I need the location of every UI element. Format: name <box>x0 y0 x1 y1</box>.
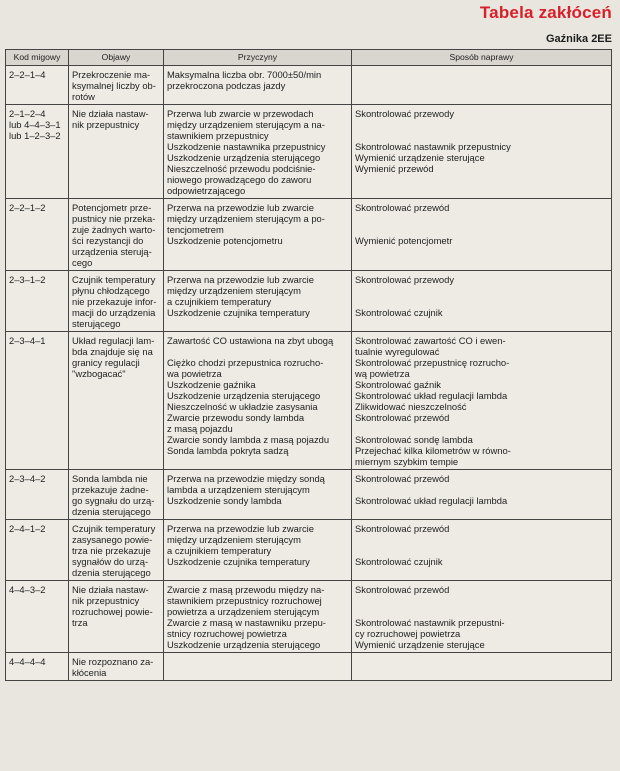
cause-cell-line: między urządzeniem sterującym <box>167 285 301 296</box>
remedy-cell <box>352 581 612 653</box>
symptom-cell-line: Nie działa nastaw- <box>72 108 149 119</box>
cause-cell-line: Uszkodzenie urządzenia sterującego <box>167 390 321 401</box>
fault-code-cell-line: 4–4–3–2 <box>9 584 46 595</box>
symptom-cell-line: Czujnik temperatury <box>72 523 156 534</box>
table-row <box>6 470 612 520</box>
remedy-cell-line <box>355 484 608 495</box>
cause-cell-line: Uszkodzenie gaźnika <box>167 379 256 390</box>
fault-code-cell <box>6 470 69 520</box>
symptom-cell-line: trza <box>72 617 88 628</box>
table-row <box>6 105 612 199</box>
cause-cell <box>164 271 352 332</box>
remedy-cell-line <box>355 545 608 556</box>
cause-cell-line: między urządzeniem sterującym a na- <box>167 119 325 130</box>
symptom-cell <box>69 199 164 271</box>
cause-cell-line: Uszkodzenie nastawnika przepustnicy <box>167 141 326 152</box>
remedy-cell-line: Skontrolować czujnik <box>355 556 443 567</box>
cause-cell-line: Przerwa na przewodzie lub zwarcie <box>167 523 314 534</box>
remedy-cell-line: Skontrolować układ regulacji lambda <box>355 495 508 506</box>
cause-cell-line: a czujnikiem temperatury <box>167 296 272 307</box>
cause-cell-line: Przerwa na przewodzie między sondą <box>167 473 325 484</box>
fault-code-cell <box>6 520 69 581</box>
fault-code-cell-line: lub 4–4–3–1 <box>9 119 61 130</box>
remedy-cell-line: Przejechać kilka kilometrów w równo- <box>355 445 511 456</box>
symptom-cell <box>69 332 164 470</box>
remedy-cell <box>352 105 612 199</box>
symptom-cell-line: przekazuje żadne- <box>72 484 149 495</box>
fault-code-cell <box>6 66 69 105</box>
fault-code-cell <box>6 199 69 271</box>
cause-cell-line: Przerwa lub zwarcie w przewodach <box>167 108 314 119</box>
symptom-cell-line: nik przepustnicy <box>72 595 140 606</box>
remedy-cell-line: Wymienić przewód <box>355 163 434 174</box>
remedy-cell-line: Wymienić urządzenie sterujące <box>355 639 485 650</box>
remedy-cell-line <box>355 119 608 130</box>
symptom-cell-line: bda znajduje się na <box>72 346 153 357</box>
remedy-cell <box>352 199 612 271</box>
remedy-cell-line <box>355 130 608 141</box>
table-row <box>6 653 612 681</box>
cause-cell <box>164 581 352 653</box>
cause-cell-line: z masą pojazdu <box>167 423 233 434</box>
remedy-cell-line <box>355 595 608 606</box>
column-header-code: Kod migowy <box>6 50 69 66</box>
fault-code-cell-line: 2–2–1–2 <box>9 202 46 213</box>
symptom-cell-line: nik przepustnicy <box>72 119 140 130</box>
table-row <box>6 66 612 105</box>
table-row <box>6 332 612 470</box>
cause-cell-line: przekroczona podczas jazdy <box>167 80 286 91</box>
cause-cell-line: Zwarcie przewodu sondy lambda <box>167 412 305 423</box>
column-header-causes: Przyczyny <box>164 50 352 66</box>
symptom-cell-line: zuje żadnych warto- <box>72 224 156 235</box>
cause-cell-line: Zwarcie sondy lambda z masą pojazdu <box>167 434 330 445</box>
symptom-cell <box>69 581 164 653</box>
symptom-cell-line: Potencjometr prze- <box>72 202 152 213</box>
cause-cell-line: Uszkodzenie potencjometru <box>167 235 283 246</box>
remedy-cell-line: Skontrolować przewody <box>355 108 455 119</box>
cause-cell-line: stnicy rozruchowej powietrza <box>167 628 287 639</box>
symptom-cell-line: macji do urządzenia <box>72 307 156 318</box>
cause-cell-line: Uszkodzenie urządzenia sterującego <box>167 639 321 650</box>
table-row <box>6 520 612 581</box>
remedy-cell-line: Skontrolować przewód <box>355 202 450 213</box>
fault-code-cell-line: 2–3–1–2 <box>9 274 46 285</box>
cause-cell <box>164 66 352 105</box>
symptom-cell-line: ksymalnej liczby ob- <box>72 80 156 91</box>
remedy-cell-line: Skontrolować przepustnicę rozrucho- <box>355 357 510 368</box>
remedy-cell-line: Skontrolować przewody <box>355 274 455 285</box>
cause-cell-line: Przerwa na przewodzie lub zwarcie <box>167 202 314 213</box>
table-header-row <box>6 50 612 66</box>
fault-code-cell-line: lub 1–2–3–2 <box>9 130 61 141</box>
symptom-cell <box>69 66 164 105</box>
cause-cell-line: Uszkodzenie urządzenia sterującego <box>167 152 321 163</box>
remedy-cell-line: Skontrolować sondę lambda <box>355 434 473 445</box>
remedy-cell-line: cy rozruchowej powietrza <box>355 628 461 639</box>
symptom-cell <box>69 520 164 581</box>
symptom-cell <box>69 271 164 332</box>
cause-cell-line: Ciężko chodzi przepustnica rozrucho- <box>167 357 324 368</box>
remedy-cell <box>352 653 612 681</box>
remedy-cell-line: Skontrolować przewód <box>355 473 450 484</box>
symptom-cell-line: go sygnału do urzą- <box>72 495 155 506</box>
page-subtitle: Gaźnika 2EE <box>545 33 612 45</box>
cause-cell-line: lambda a urządzeniem sterującym <box>167 484 310 495</box>
remedy-cell <box>352 332 612 470</box>
remedy-cell-line: Skontrolować zawartość CO i ewen- <box>355 335 506 346</box>
cause-cell-line: Sonda lambda pokryta sadzą <box>167 445 289 456</box>
symptom-cell-line: sterującego <box>72 318 121 329</box>
remedy-cell-line: Skontrolować nastawnik przepustnicy <box>355 141 511 152</box>
table-body <box>6 66 612 681</box>
remedy-cell-line: Skontrolować gaźnik <box>355 379 441 390</box>
column-header-symptoms: Objawy <box>69 50 164 66</box>
cause-cell-line: odpowietrzającego <box>167 185 246 196</box>
remedy-cell-line <box>355 224 608 235</box>
fault-code-cell-line: 2–4–1–2 <box>9 523 46 534</box>
fault-code-cell-line: 2–1–2–4 <box>9 108 46 119</box>
cause-cell-line: stawnikiem przepustnicy <box>167 130 269 141</box>
remedy-cell <box>352 66 612 105</box>
remedy-cell-line: Skontrolować przewód <box>355 412 450 423</box>
remedy-cell-line: Skontrolować czujnik <box>355 307 443 318</box>
column-header-remedy: Sposób naprawy <box>352 50 612 66</box>
remedy-cell-line: Zlikwidować nieszczelność <box>355 401 467 412</box>
cause-cell-line: Nieszczelność przewodu podciśnie- <box>167 163 316 174</box>
cause-cell-line: Maksymalna liczba obr. 7000±50/min <box>167 69 322 80</box>
symptom-cell-line: ści rezystancji do <box>72 235 144 246</box>
symptom-cell <box>69 470 164 520</box>
symptom-cell-line: cego <box>72 257 93 268</box>
symptom-cell-line: Sonda lambda nie <box>72 473 148 484</box>
remedy-cell-line <box>355 296 608 307</box>
symptom-cell-line: sygnałów do urzą- <box>72 556 149 567</box>
remedy-cell-line: miernym szybkim tempie <box>355 456 459 467</box>
cause-cell-line: a czujnikiem temperatury <box>167 545 272 556</box>
remedy-cell-line <box>355 606 608 617</box>
remedy-cell-line <box>355 534 608 545</box>
cause-cell <box>164 332 352 470</box>
cause-cell-line: Przerwa na przewodzie lub zwarcie <box>167 274 314 285</box>
cause-cell <box>164 470 352 520</box>
fault-code-cell-line: 4–4–4–4 <box>9 656 46 667</box>
remedy-cell-line: wą powietrza <box>355 368 410 379</box>
fault-code-cell-line: 2–2–1–4 <box>9 69 46 80</box>
cause-cell-line: wa powietrza <box>167 368 222 379</box>
remedy-cell <box>352 271 612 332</box>
fault-code-cell <box>6 332 69 470</box>
remedy-cell-line <box>355 285 608 296</box>
cause-cell <box>164 520 352 581</box>
cause-cell-line: Uszkodzenie sondy lambda <box>167 495 282 506</box>
remedy-cell-line <box>355 423 608 434</box>
symptom-cell <box>69 105 164 199</box>
fault-code-cell <box>6 653 69 681</box>
cause-cell-line: Zawartość CO ustawiona na zbyt ubogą <box>167 335 334 346</box>
fault-code-cell <box>6 581 69 653</box>
symptom-cell-line: pustnicy nie przeka- <box>72 213 156 224</box>
cause-cell-line: między urządzeniem sterującym a po- <box>167 213 325 224</box>
cause-cell-line: Uszkodzenie czujnika temperatury <box>167 307 310 318</box>
symptom-cell-line: płynu chłodzącego <box>72 285 150 296</box>
symptom-cell-line: rozruchowej powie- <box>72 606 153 617</box>
table-row <box>6 581 612 653</box>
symptom-cell <box>69 653 164 681</box>
cause-cell-line: Nieszczelność w układzie zasysania <box>167 401 318 412</box>
symptom-cell-line: nie przekazuje infor- <box>72 296 157 307</box>
symptom-cell-line: dzenia sterującego <box>72 567 151 578</box>
cause-cell-line: Zwarcie z masą w nastawniku przepu- <box>167 617 326 628</box>
remedy-cell-line: Skontrolować przewód <box>355 523 450 534</box>
fault-code-cell <box>6 271 69 332</box>
remedy-cell-line: Skontrolować przewód <box>355 584 450 595</box>
cause-cell <box>164 105 352 199</box>
fault-code-cell-line: 2–3–4–1 <box>9 335 46 346</box>
symptom-cell-line: kłócenia <box>72 667 107 678</box>
remedy-cell <box>352 520 612 581</box>
cause-cell <box>164 653 352 681</box>
symptom-cell-line: trza nie przekazuje <box>72 545 151 556</box>
page-title: Tabela zakłóceń <box>479 3 612 22</box>
remedy-cell-line: tualnie wyregulować <box>355 346 440 357</box>
remedy-cell-line: Wymienić potencjometr <box>355 235 453 246</box>
cause-cell-line: Zwarcie z masą przewodu między na- <box>167 584 325 595</box>
symptom-cell-line: Czujnik temperatury <box>72 274 156 285</box>
cause-cell-line <box>167 346 348 357</box>
symptom-cell-line: zasysanego powie- <box>72 534 153 545</box>
fault-code-cell <box>6 105 69 199</box>
fault-table <box>5 49 612 681</box>
cause-cell-line: stawnikiem przepustnicy rozruchowej <box>167 595 322 606</box>
cause-cell-line: Uszkodzenie czujnika temperatury <box>167 556 310 567</box>
remedy-cell-line <box>355 213 608 224</box>
symptom-cell-line: Układ regulacji lam- <box>72 335 155 346</box>
cause-cell-line: powietrza a urządzeniem sterującym <box>167 606 320 617</box>
symptom-cell-line: rotów <box>72 91 95 102</box>
symptom-cell-line: granicy regulacji <box>72 357 140 368</box>
symptom-cell-line: Przekroczenie ma- <box>72 69 151 80</box>
cause-cell-line: niowego prowadzącego do zaworu <box>167 174 312 185</box>
symptom-cell-line: "wzbogacać" <box>72 368 126 379</box>
remedy-cell-line: Skontrolować układ regulacji lambda <box>355 390 508 401</box>
symptom-cell-line: urządzenia sterują- <box>72 246 152 257</box>
cause-cell <box>164 199 352 271</box>
cause-cell-line: między urządzeniem sterującym <box>167 534 301 545</box>
symptom-cell-line: dzenia sterującego <box>72 506 151 517</box>
table-row <box>6 199 612 271</box>
remedy-cell <box>352 470 612 520</box>
fault-code-cell-line: 2–3–4–2 <box>9 473 46 484</box>
remedy-cell-line: Wymienić urządzenie sterujące <box>355 152 485 163</box>
remedy-cell-line: Skontrolować nastawnik przepustni- <box>355 617 505 628</box>
table-row <box>6 271 612 332</box>
symptom-cell-line: Nie działa nastaw- <box>72 584 149 595</box>
cause-cell-line: tencjometrem <box>167 224 224 235</box>
symptom-cell-line: Nie rozpoznano za- <box>72 656 154 667</box>
